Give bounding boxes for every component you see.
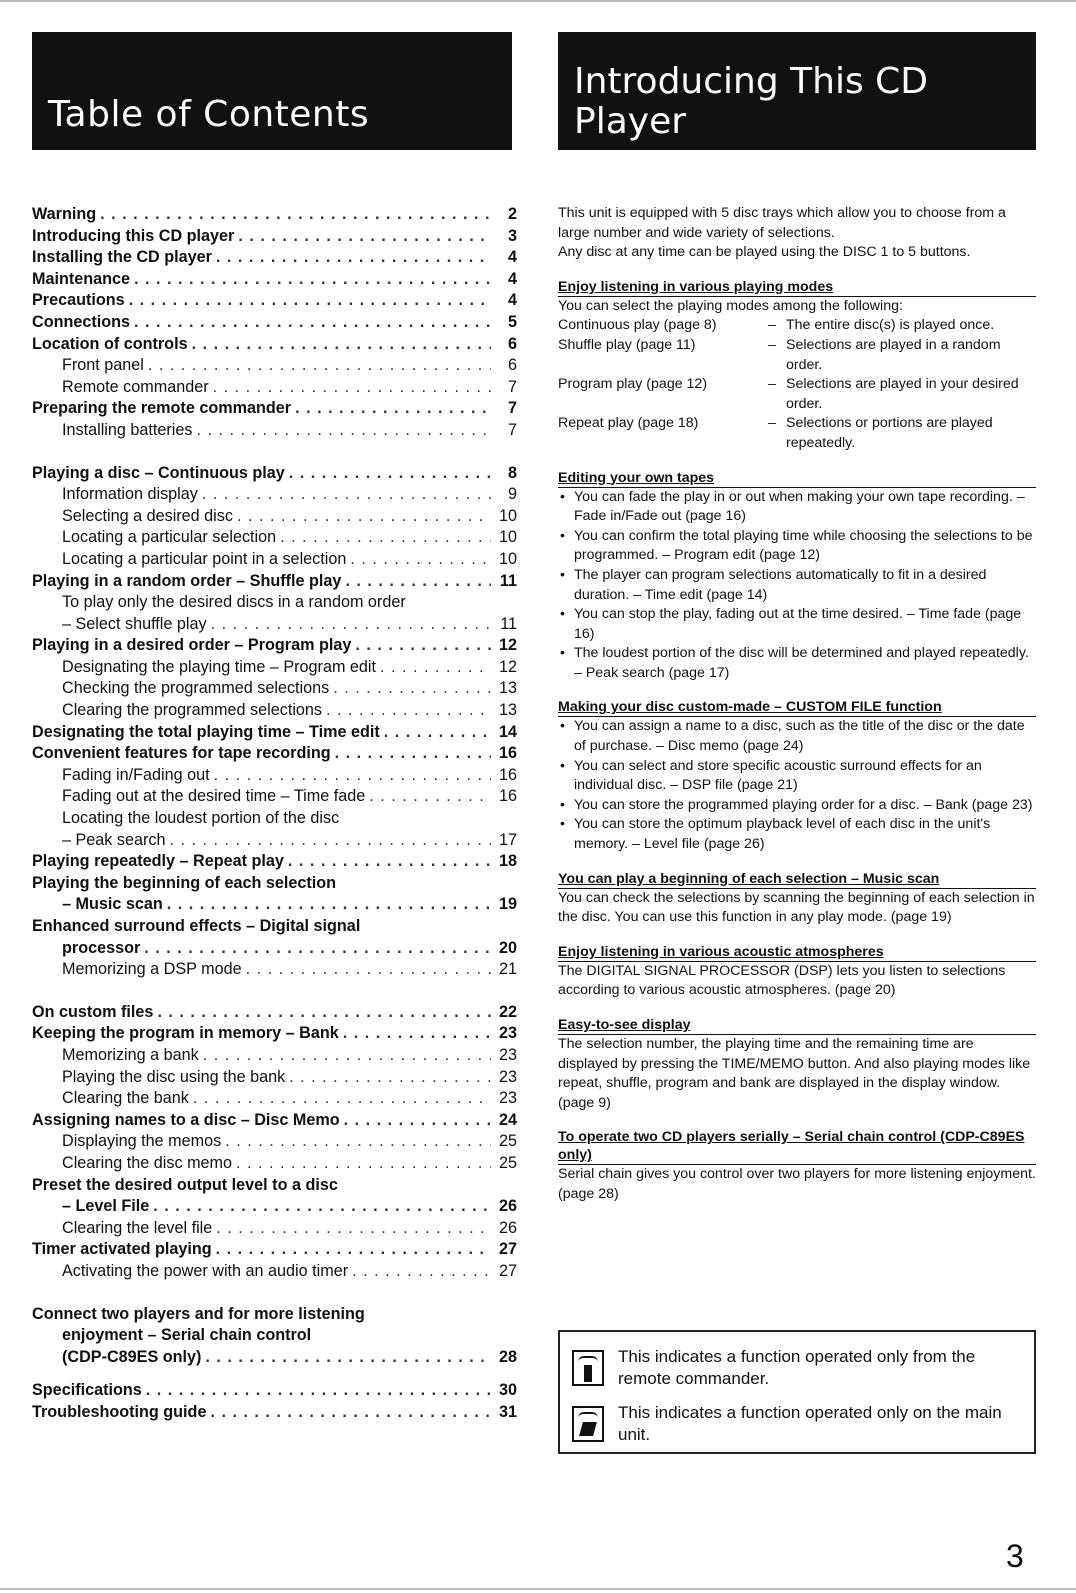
mode-description [768,316,1036,336]
toc-entry[interactable] [32,765,517,787]
toc-entry[interactable] [32,1110,517,1132]
toc-page-number: 23 [498,1089,517,1108]
toc-entry[interactable] [32,938,517,960]
modes-section [558,278,1036,454]
bullet-item: • The loudest portion of the disc will be determined and played repeatedly. – Peak search (page 17) [558,644,1036,683]
toc-entry-title: Fading out at the desired time – Time fade [62,787,366,806]
toc-page-number: 11 [499,571,517,590]
toc-entry-title: Playing a disc – Continuous play [32,463,285,482]
toc-entry[interactable] [32,1002,517,1024]
toc-entry[interactable] [32,1067,517,1089]
toc-leader-dots [202,484,491,506]
toc-entry[interactable] [32,786,517,808]
toc-entry[interactable] [32,700,517,722]
header-gap [522,40,548,150]
toc-entry[interactable] [32,1239,517,1261]
toc-entry[interactable] [32,1131,517,1153]
toc-leader-dots [211,614,491,636]
dash: – [768,376,776,393]
dash: – [768,336,776,353]
toc-leader-dots [148,355,491,377]
toc-entry[interactable] [32,269,517,291]
modes-list [558,316,1036,453]
toc-entry-title: Location of controls [32,334,188,353]
toc-spacer [32,1368,517,1380]
toc-leader-dots [280,527,491,549]
toc-entry-title: Installing batteries [62,420,193,439]
toc-entry[interactable] [32,334,517,356]
toc-leader-dots [289,463,491,485]
mode-description [768,414,1036,453]
toc-page-number: 4 [507,269,517,288]
toc-leader-dots [146,1380,491,1402]
toc-entry[interactable] [32,1325,517,1347]
bullet-list [558,488,1036,684]
toc-entry[interactable] [32,657,517,679]
mode-description-text: The entire disc(s) is played once. [786,317,995,334]
toc-page-number: 3 [507,226,517,245]
toc-entry[interactable] [32,678,517,700]
bullet-item: • You can confirm the total playing time while choosing the selections to be programmed. – Program edit (page 12) [558,527,1036,566]
toc-leader-dots [157,1002,491,1024]
toc-entry-title: Clearing the disc memo [62,1153,233,1172]
page-number: 3 [1006,1538,1024,1574]
legend-remote [572,1346,1018,1390]
section-heading: Editing your own tapes [558,469,1036,488]
toc-page-number: 26 [498,1218,517,1237]
toc-page-number: 27 [498,1240,517,1259]
toc-entry[interactable] [32,722,517,744]
toc-entry-title: Information display [62,485,198,504]
toc-page-number: 18 [498,852,517,871]
toc-entry[interactable] [32,420,517,442]
toc-entry-title: Displaying the memos [62,1132,222,1151]
toc-page-number: 23 [498,1045,517,1064]
toc-entry[interactable] [32,1380,517,1402]
toc-leader-dots [134,312,491,334]
mode-description-text: Selections or portions are played repeatedly. [786,415,993,451]
toc-page-number: 9 [507,485,517,504]
toc-entry[interactable] [32,1347,517,1369]
toc-entry-title: Assigning names to a disc – Disc Memo [32,1110,340,1129]
toc-page-number: 5 [507,312,517,331]
toc-entry-title: Connect two players and for more listening [32,1304,365,1323]
toc-entry-title: Playing in a desired order – Program play [32,636,352,655]
section-heading: You can play a beginning of each selection – Music scan [558,870,1036,889]
toc-entry[interactable] [32,527,517,549]
toc-entry-title: Designating the playing time – Program edit [62,657,377,676]
toc-page-number: 17 [498,830,517,849]
toc-entry-title: Playing the disc using the bank [62,1067,286,1086]
toc-entry[interactable] [32,1045,517,1067]
section-heading: Enjoy listening in various acoustic atmospheres [558,943,1036,962]
toc-leader-dots [295,398,491,420]
mode-name: Continuous play (page 8) [558,317,717,334]
toc-entry-title: enjoyment – Serial chain control [62,1326,312,1345]
section-text: You can check the selections by scanning the beginning of each selection in the disc. You can use this function in any play mode. (page 19) [558,889,1035,926]
toc-page-number: 12 [498,657,517,676]
toc-page-number: 21 [498,960,517,979]
toc-entry[interactable] [32,916,517,938]
toc-entry-title: Selecting a desired disc [62,506,233,525]
toc-entry-title: Locating a particular point in a selection [62,549,347,568]
display-section [558,1016,1036,1113]
bullet-item: • The player can program selections automatically to fit in a desired duration. – Time edit (page 14) [558,566,1036,605]
toc-entry-title: Locating the loudest portion of the disc [62,809,340,828]
mode-description [768,375,1036,414]
toc-entry-title: Clearing the programmed selections [62,701,323,720]
toc-leader-dots [380,657,491,679]
toc-page-number: 4 [507,291,517,310]
toc-page-number: 10 [498,506,517,525]
toc-leader-dots [225,1131,491,1153]
toc-page-number: 10 [498,549,517,568]
toc-page-number: 16 [498,744,517,763]
toc-page-number: 2 [507,205,517,223]
toc-page-number: 23 [498,1024,517,1043]
mode-name: Shuffle play (page 11) [558,336,696,353]
toc-page-number: 8 [507,463,517,482]
section-text: The DIGITAL SIGNAL PROCESSOR (DSP) lets you listen to selections according to various acoustic atmospheres. (page 20) [558,962,1006,999]
toc-entry[interactable] [32,1153,517,1175]
toc-entry-title: Specifications [32,1381,142,1400]
toc-entry[interactable] [32,1023,517,1045]
toc-entry[interactable] [32,873,517,895]
toc-entry-title: On custom files [32,1002,154,1021]
toc-leader-dots [369,786,491,808]
toc-entry[interactable] [32,1218,517,1240]
mode-description-text: Selections are played in a random order. [786,336,1001,373]
custom-section [558,698,1036,854]
toc-entry-title: Clearing the bank [62,1089,189,1108]
toc-entry-title: – Select shuffle play [62,614,207,633]
toc-entry[interactable] [32,1196,517,1218]
dash: – [768,415,776,432]
toc-leader-dots [216,247,491,269]
toc-entry[interactable] [32,743,517,765]
toc-entry[interactable] [32,506,517,528]
toc-entry[interactable] [32,808,517,830]
mode-description [768,336,1036,375]
top-rule [0,0,1076,2]
edit-section [558,469,1036,684]
toc-header [32,32,512,150]
toc-page-number: 23 [498,1067,517,1086]
toc-page-number: 6 [507,356,517,375]
toc-page-number: 19 [498,895,517,914]
toc-leader-dots [153,1196,491,1218]
toc-entry-title: To play only the desired discs in a random order [62,593,406,612]
bullet-item: • You can select and store specific acoustic surround effects for an individual disc. – DSP file (page 21) [558,757,1036,796]
toc-page-number: 6 [507,334,517,353]
toc-page-number: 27 [498,1261,517,1280]
toc-leader-dots [210,1402,491,1424]
toc-page-number: 11 [500,614,517,633]
legend-main-text: This indicates a function operated only on the main unit. [618,1403,1002,1444]
toc-entry[interactable] [32,398,517,420]
toc-entry[interactable] [32,959,517,981]
section-heading: To operate two CD players serially – Serial chain control (CDP-C89ES only) [558,1128,1036,1165]
toc-entry[interactable] [32,614,517,636]
toc-leader-dots [169,830,491,852]
toc-entry-title: Introducing this CD player [32,226,235,245]
toc-leader-dots [214,765,491,787]
remote-commander-icon [572,1350,604,1386]
bullet-item: • You can fade the play in or out when making your own tape recording. – Fade in/Fade out (page 16) [558,488,1036,527]
toc-entry-title: Preset the desired output level to a disc [32,1175,338,1194]
toc-page-number: 16 [498,765,517,784]
mode-name: Program play (page 12) [558,376,708,393]
section-heading: Making your disc custom-made – CUSTOM FILE function [558,698,1036,717]
toc-page-number: 30 [498,1381,517,1400]
toc-page-number: 13 [498,679,517,698]
intro-paragraph: This unit is equipped with 5 disc trays which allow you to choose from a large number and wide variety of selections. [558,205,1006,241]
toc-leader-dots [343,1023,491,1045]
toc-spacer [32,442,517,463]
toc-entry[interactable] [32,635,517,657]
legend-main [572,1402,1018,1446]
toc-entry-title: Memorizing a DSP mode [62,960,242,979]
toc-entry-title: Activating the power with an audio timer [62,1261,349,1280]
toc-entry[interactable] [32,377,517,399]
toc-page-number: 22 [498,1002,517,1021]
toc-spacer [32,981,517,1002]
toc-leader-dots [134,269,491,291]
icon-legend-box [558,1330,1036,1454]
toc-entry-title: Remote commander [62,377,209,396]
bullet-item: • You can store the optimum playback level of each disc in the unit's memory. – Level file (page 26) [558,815,1036,854]
serial-section [558,1128,1036,1204]
toc-page-number: 26 [498,1197,517,1216]
toc-entry[interactable] [32,484,517,506]
section-heading: Enjoy listening in various playing modes [558,278,1036,297]
toc-leader-dots [129,290,491,312]
toc-page-number: 20 [498,938,517,957]
toc-entry-title: Maintenance [32,269,131,288]
toc-leader-dots [236,1153,491,1175]
toc-entry[interactable] [32,592,517,614]
toc-page-number: 25 [498,1132,517,1151]
toc-leader-dots [237,506,491,528]
bottom-rule [0,1588,1076,1590]
toc-entry[interactable] [32,1402,517,1424]
bullet-item: • You can store the programmed playing order for a disc. – Bank (page 23) [558,796,1036,816]
toc-page-number: 31 [498,1402,517,1421]
toc-entry[interactable] [32,204,517,226]
toc-leader-dots [238,226,491,248]
toc-entry-title: Timer activated playing [32,1240,212,1259]
toc-entry[interactable] [32,1088,517,1110]
toc-entry[interactable] [32,290,517,312]
toc-leader-dots [213,377,491,399]
toc-page-number: 25 [498,1153,517,1172]
toc-leader-dots [352,1261,491,1283]
dash: – [768,317,776,334]
toc-page-number: 16 [498,787,517,806]
toc-entry-title: Clearing the level file [62,1218,213,1237]
toc-page-number: 28 [498,1347,517,1366]
toc-entry-title: Playing repeatedly – Repeat play [32,852,284,871]
toc-entry-title: Memorizing a bank [62,1045,199,1064]
toc-page-number: 24 [498,1110,517,1129]
toc-entry-title: Keeping the program in memory – Bank [32,1024,339,1043]
intro-title-line-2: Player [574,101,687,142]
bullet-list [558,717,1036,854]
section-text: The selection number, the playing time and the remaining time are displayed by pressing the TIME/MEMO button. And also playing modes like repeat, shuffle, program and bank are displayed in the display window. (page 9) [558,1036,1031,1111]
toc-entry-title: Installing the CD player [32,248,212,267]
toc-entry[interactable] [32,830,517,852]
toc-entry[interactable] [32,463,517,485]
legend-remote-text: This indicates a function operated only from the remote commander. [618,1347,976,1388]
toc-entry[interactable] [32,1175,517,1197]
section-text: Serial chain gives you control over two players for more listening enjoyment. (page 28) [558,1166,1036,1202]
toc-entry-title: – Level File [62,1197,150,1216]
table-of-contents [32,204,517,1423]
toc-leader-dots [384,722,491,744]
section-lead: You can select the playing modes among the following: [558,297,903,314]
toc-leader-dots [216,1239,491,1261]
toc-page-number: 10 [498,528,517,547]
section-heading: Easy-to-see display [558,1016,1036,1035]
toc-entry[interactable] [32,894,517,916]
toc-entry[interactable] [32,355,517,377]
toc-entry-title: processor [62,938,141,957]
toc-page-number: 4 [507,248,517,267]
scan-section [558,870,1036,928]
toc-entry-title: – Music scan [62,895,163,914]
toc-page-number: 12 [498,636,517,655]
toc-entry[interactable] [32,851,517,873]
toc-leader-dots [167,894,491,916]
mode-description-text: Selections are played in your desired order. [786,376,1019,412]
toc-leader-dots [335,743,491,765]
toc-leader-dots [288,851,491,873]
toc-leader-dots [345,571,491,593]
toc-leader-dots [203,1045,491,1067]
toc-entry-title: Checking the programmed selections [62,679,330,698]
toc-leader-dots [192,334,491,356]
toc-leader-dots [205,1347,491,1369]
intro-column [558,204,1036,1205]
toc-page-number: 7 [507,399,517,418]
toc-entry[interactable] [32,571,517,593]
bullet-item: • You can stop the play, fading out at the time desired. – Time fade (page 16) [558,605,1036,644]
toc-entry-title: Connections [32,312,131,331]
toc-entry-title: Fading in/Fading out [62,765,210,784]
toc-leader-dots [355,635,491,657]
toc-leader-dots [350,549,491,571]
intro-paragraph-2: Any disc at any time can be played using the DISC 1 to 5 buttons. [558,244,971,261]
toc-entry[interactable] [32,1261,517,1283]
toc-title: Table of Contents [48,94,370,135]
toc-entry-title: Locating a particular selection [62,528,277,547]
toc-spacer [32,1283,517,1304]
toc-leader-dots [246,959,491,981]
toc-leader-dots [333,678,491,700]
toc-page-number: 14 [498,722,517,741]
toc-entry-title: Playing the beginning of each selection [32,873,337,892]
toc-entry-title: Front panel [62,356,144,375]
toc-entry-title: Designating the total playing time – Time edit [32,722,380,741]
toc-page-number: 13 [498,701,517,720]
toc-leader-dots [326,700,491,722]
toc-leader-dots [289,1067,491,1089]
toc-entry-title: Enhanced surround effects – Digital signal [32,917,361,935]
toc-entry[interactable] [32,1304,517,1326]
toc-leader-dots [196,420,491,442]
toc-entry-title: Precautions [32,291,125,310]
toc-entry[interactable] [32,226,517,248]
intro-header [558,32,1036,150]
toc-entry[interactable] [32,247,517,269]
toc-entry-title: – Peak search [62,830,166,849]
toc-entry-title: (CDP-C89ES only) [62,1347,202,1366]
toc-leader-dots [193,1088,491,1110]
toc-leader-dots [144,938,491,960]
main-unit-icon [572,1406,604,1442]
mode-name: Repeat play (page 18) [558,415,699,432]
toc-leader-dots [216,1218,491,1240]
intro-title-line-1: Introducing This CD [574,61,929,102]
toc-entry-title: Convenient features for tape recording [32,744,331,763]
bullet-item: • You can assign a name to a disc, such as the title of the disc or the date of purchase. – Disc memo (page 24) [558,717,1036,756]
toc-page-number: 7 [507,377,517,396]
toc-entry-title: Warning [32,205,97,223]
toc-page-number: 7 [507,420,517,439]
toc-entry-title: Preparing the remote commander [32,399,292,418]
toc-entry[interactable] [32,549,517,571]
toc-leader-dots [100,204,491,226]
toc-entry[interactable] [32,312,517,334]
toc-entry-title: Troubleshooting guide [32,1402,207,1421]
toc-leader-dots [344,1110,491,1132]
toc-entry-title: Playing in a random order – Shuffle play [32,571,342,590]
dsp-section [558,943,1036,1001]
